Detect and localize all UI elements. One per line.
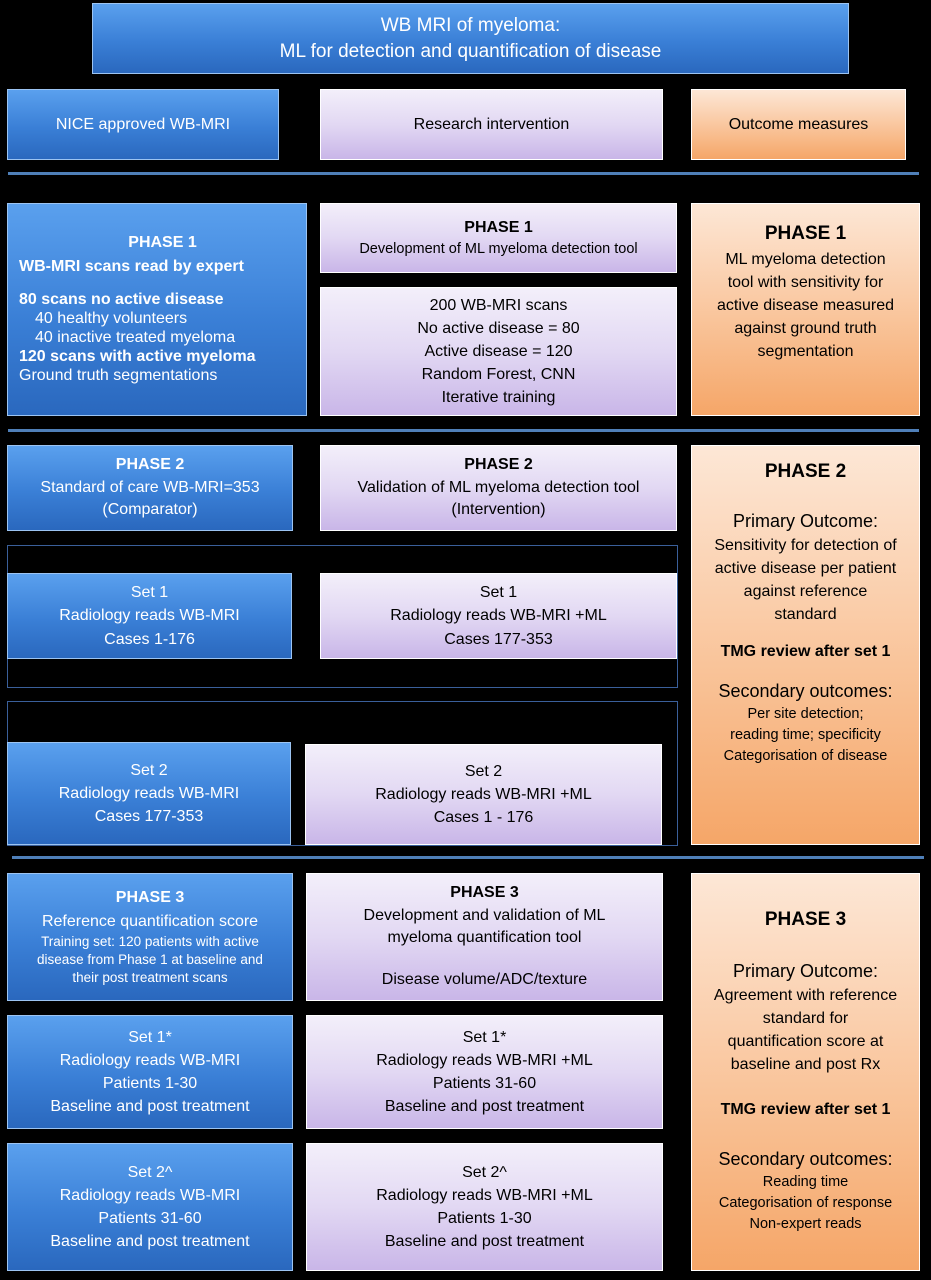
phase3-reference-box [7,873,293,1001]
phase1-inactive: 40 inactive treated myeloma [35,329,236,347]
phase1-right-l2: tool with sensitivity for [727,273,884,291]
phase3-set2-mid-box [306,1143,663,1271]
header-outcome-label: Outcome measures [728,115,869,133]
header-outcome-measures [691,89,906,160]
phase2-left-l2: (Comparator) [102,501,198,519]
phase3-left-l4: their post treatment scans [72,970,228,986]
phase1-active: 120 scans with active myeloma [19,348,256,366]
phase2-set2-left-l1: Set 2 [130,761,168,779]
phase2-left-heading: PHASE 2 [115,456,185,474]
separator-2 [8,429,919,432]
phase1-right-l3: active disease measured [717,296,894,314]
phase2-set2-mid-l3: Cases 1 - 176 [433,809,534,827]
phase3-set1-mid-l1: Set 1* [462,1028,507,1046]
phase2-validation-box [320,445,677,531]
phase3-primary-l2: standard for [762,1009,849,1027]
phase2-primary-label: Primary Outcome: [732,510,879,531]
phase3-set1-left-l3: Patients 1-30 [102,1075,198,1092]
phase2-set2-left-l2: Radiology reads WB-MRI [58,784,240,802]
phase2-primary-l2: active disease per patient [714,559,897,577]
header-nice-approved [7,89,279,160]
phase3-set1-mid-l3: Patients 31-60 [432,1075,537,1092]
phase3-outcome-box [691,873,920,1271]
phase2-set2-left-l3: Cases 177-353 [94,808,204,826]
phase3-set2-left-box [7,1143,293,1271]
phase1-ground-truth: Ground truth segmentations [19,367,218,385]
phase2-set1-left-l1: Set 1 [130,584,169,602]
phase2-set1-left-l3: Cases 1-176 [104,630,195,648]
phase1-left-heading: PHASE 1 [128,234,197,252]
phase3-set2-left-l4: Baseline and post treatment [50,1233,250,1251]
header-research-label: Research intervention [413,115,570,133]
phase1-right-l1: ML myeloma detection [725,250,886,268]
diagram-title [92,3,849,74]
phase3-primary-l1: Agreement with reference [713,986,898,1004]
phase1-right-l5: segmentation [757,343,854,361]
phase1-scans: 200 WB-MRI scans [429,296,568,314]
phase3-development-box [306,873,663,1001]
phase3-primary-l4: baseline and post Rx [730,1056,881,1074]
phase3-tmg-review: TMG review after set 1 [720,1101,891,1119]
phase1-left-subheading: WB-MRI scans read by expert [19,257,244,275]
phase2-primary-l3: against reference [743,583,868,601]
phase2-set2-mid-box [305,744,662,845]
phase3-mid-l3: Disease volume/ADC/texture [381,971,588,989]
phase3-mid-l2: myeloma quantification tool [387,929,582,946]
phase1-iterative: Iterative training [441,389,556,407]
phase1-methods: Random Forest, CNN [421,366,576,384]
phase3-set1-left-l4: Baseline and post treatment [50,1098,250,1116]
phase3-left-l1: Reference quantification score [41,913,259,931]
phase2-right-heading: PHASE 2 [764,461,847,482]
phase2-outcome-box [691,445,920,845]
separator-3 [12,856,924,859]
phase3-set1-mid-l2: Radiology reads WB-MRI +ML [376,1051,593,1069]
header-research-intervention [320,89,663,160]
phase2-secondary-label: Secondary outcomes: [718,680,893,701]
phase2-tmg-review: TMG review after set 1 [720,643,891,661]
phase2-secondary-l2: reading time; specificity [730,726,881,743]
phase2-set1-mid-l2: Radiology reads WB-MRI +ML [390,607,607,625]
phase3-left-heading: PHASE 3 [115,888,185,906]
phase2-mid-heading: PHASE 2 [464,456,533,474]
phase3-set1-mid-l4: Baseline and post treatment [384,1098,585,1116]
separator-1 [8,172,919,175]
phase2-secondary-l1: Per site detection; [747,705,864,722]
phase1-mid-text: Development of ML myeloma detection tool [359,240,638,257]
phase3-secondary-l2: Categorisation of response [718,1194,893,1211]
phase1-no-active: 80 scans no active disease [19,290,224,308]
phase3-set1-left-l1: Set 1* [128,1028,172,1046]
phase1-no-active-count: No active disease = 80 [417,319,580,337]
phase3-set2-mid-l4: Baseline and post treatment [384,1233,585,1251]
phase2-set1-mid-box [320,573,677,659]
phase3-primary-label: Primary Outcome: [732,960,879,981]
phase2-set1-left-box [7,573,292,659]
title-line-2: ML for detection and quantification of disease [279,40,662,62]
phase2-comparator-box [7,445,293,531]
phase3-mid-heading: PHASE 3 [450,884,519,902]
phase3-set2-mid-l1: Set 2^ [462,1163,507,1181]
phase2-set2-mid-l2: Radiology reads WB-MRI +ML [375,785,592,803]
phase2-set2-mid-l1: Set 2 [464,762,503,780]
phase3-right-heading: PHASE 3 [764,909,847,930]
header-nice-label: NICE approved WB-MRI [55,115,231,133]
phase2-set1-mid-l1: Set 1 [479,584,518,602]
phase2-mid-l2: (Intervention) [451,501,546,519]
phase3-set1-left-l2: Radiology reads WB-MRI [59,1051,241,1069]
phase2-primary-l1: Sensitivity for detection of [714,536,897,554]
phase1-expert-read-box [7,203,307,416]
phase1-mid-heading: PHASE 1 [464,218,533,236]
phase2-set1-left-l2: Radiology reads WB-MRI [59,607,240,625]
phase3-secondary-l3: Non-expert reads [749,1215,862,1232]
phase3-left-l3: disease from Phase 1 at baseline and [37,951,263,967]
phase3-set2-mid-l2: Radiology reads WB-MRI +ML [376,1186,593,1204]
phase2-mid-l1: Validation of ML myeloma detection tool [357,478,640,496]
phase3-set1-mid-box [306,1015,663,1129]
phase3-left-l2: Training set: 120 patients with active [41,933,259,949]
phase2-left-l1: Standard of care WB-MRI=353 [40,478,260,496]
phase3-secondary-label: Secondary outcomes: [718,1148,893,1169]
phase2-secondary-l3: Categorisation of disease [723,747,888,764]
title-line-1: WB MRI of myeloma: [380,14,561,36]
phase2-primary-l4: standard [774,606,837,624]
phase1-development-box [320,203,677,273]
phase2-set2-left-box [7,742,291,845]
phase1-healthy: 40 healthy volunteers [35,309,188,327]
phase3-primary-l3: quantification score at [727,1033,884,1051]
phase1-training-box [320,287,677,416]
phase1-active-count: Active disease = 120 [424,342,573,360]
phase3-set2-left-l3: Patients 31-60 [98,1210,202,1227]
phase1-outcome-box [691,203,920,416]
phase2-set1-mid-l3: Cases 177-353 [444,630,553,648]
phase3-set2-left-l2: Radiology reads WB-MRI [59,1186,241,1204]
phase3-set1-left-box [7,1015,293,1129]
phase3-secondary-l1: Reading time [762,1173,849,1190]
phase1-right-heading: PHASE 1 [764,223,847,244]
phase1-right-l4: against ground truth [734,320,877,338]
phase3-set2-mid-l3: Patients 1-30 [437,1210,532,1227]
phase3-set2-left-l1: Set 2^ [127,1163,173,1181]
phase3-mid-l1: Development and validation of ML [363,906,606,924]
